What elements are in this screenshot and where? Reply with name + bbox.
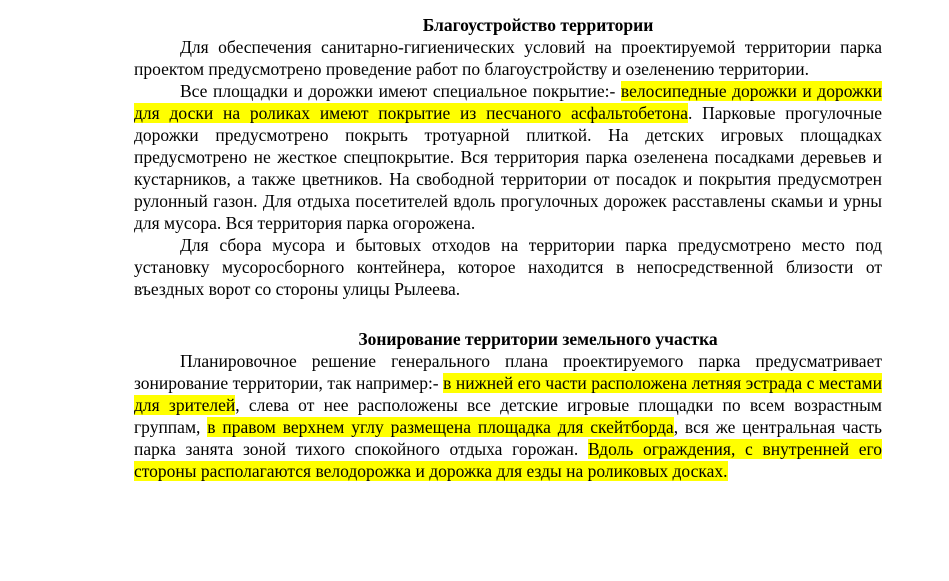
section-title-landscaping: Благоустройство территории <box>422 15 654 35</box>
highlight-bike-paths: велосипедные дорожки и дорожки для доски на роликах имеют покрытие из песчаного асфальтобетона <box>134 81 882 123</box>
coverings-prefix: Все площадки и дорожки имеют специальное покрытие:- <box>180 81 621 101</box>
zoning-part-a: Планировочное решение генерального плана проектируемого парка предусматривает зонирование территории, так например:- <box>134 351 882 393</box>
document-page <box>134 14 882 482</box>
paragraph-coverings <box>134 80 882 234</box>
paragraph-sanitary: Для обеспечения санитарно-гигиенических условий на проектируемой территории парка проектом предусмотрено проведение работ по благоустройству и озеленению территории. <box>134 37 882 79</box>
section-gap <box>134 300 882 328</box>
zoning-part-b: , слева от нее расположены все детские игровые площадки по всем возрастным группам, <box>134 395 883 437</box>
highlight-skate-area: в правом верхнем углу размещена площадка для скейтборда <box>207 417 674 437</box>
highlight-fence-paths: Вдоль ограждения, с внутренней его стороны располагаются велодорожка и дорожка для езды на роликовых досках. <box>134 439 882 481</box>
paragraph-waste: Для сбора мусора и бытовых отходов на территории парка предусмотрено место под установку мусоросборного контейнера, которое находится в непосредственной близости от въездных ворот со стороны улицы Рылеева. <box>134 235 882 299</box>
zoning-part-c: , вся же центральная часть парка занята зоной тихого спокойного отдыха горожан. <box>134 417 882 459</box>
coverings-suffix: . Парковые прогулочные дорожки предусмотрено покрыть тротуарной плиткой. На детских игровых площадках предусмотрено не жесткое спецпокрытие. Вся территория парка озеленена посадками деревьев и кустарников, а также цветников. На свободной территории от посадок и покрытия предусмотрен рулонный газон. Для отдыха посетителей вдоль прогулочных дорожек расставлены скамьи и урны для мусора. Вся территория парка огорожена. <box>134 103 882 233</box>
highlight-stage: в нижней его части расположена летняя эстрада с местами для зрителей <box>134 373 882 415</box>
section-title-zoning: Зонирование территории земельного участка <box>358 329 718 349</box>
paragraph-zoning <box>134 350 882 482</box>
